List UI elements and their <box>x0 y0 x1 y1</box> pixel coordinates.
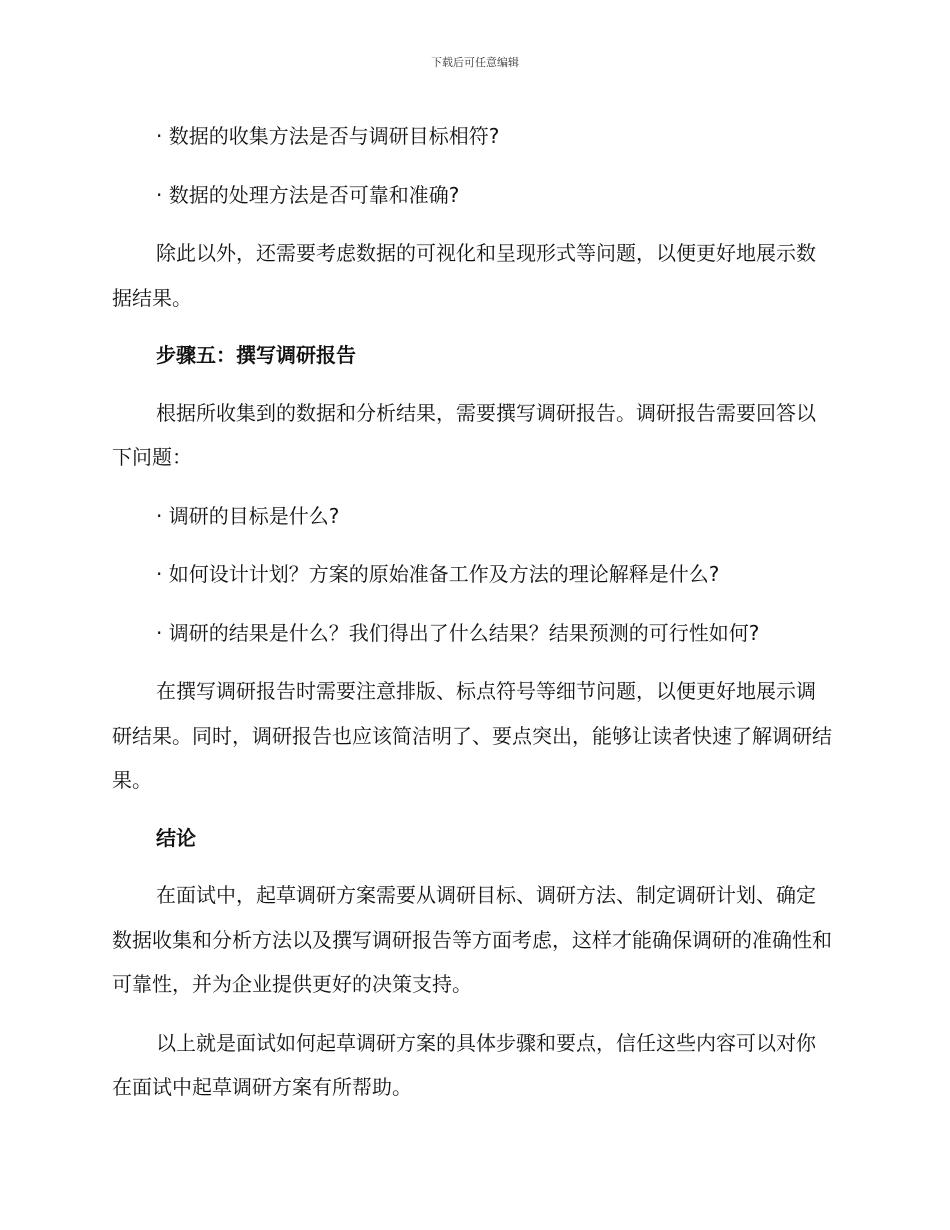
paragraph: 除此以外，还需要考虑数据的可视化和呈现形式等问题，以便更好地展示数据结果。 <box>112 241 816 310</box>
bullet-item: · 调研的目标是什么? <box>156 503 340 528</box>
bullet-item: · 调研的结果是什么？我们得出了什么结果？结果预测的可行性如何? <box>156 620 760 645</box>
section-heading: 结论 <box>156 825 196 850</box>
document-body <box>112 114 832 1110</box>
section-heading: 步骤五：撰写调研报告 <box>156 343 356 367</box>
bullet-item: · 如何设计计划？方案的原始准备工作及方法的理论解释是什么? <box>156 562 720 586</box>
paragraph: 根据所收集到的数据和分析结果，需要撰写调研报告。调研报告需要回答以下问题： <box>112 400 816 469</box>
page-header: 下载后可任意编辑 <box>431 56 519 69</box>
bullet-item: · 数据的收集方法是否与调研目标相符? <box>156 124 500 148</box>
bullet-item: · 数据的处理方法是否可靠和准确? <box>156 182 460 207</box>
paragraph: 在撰写调研报告时需要注意排版、标点符号等细节问题，以便更好地展示调研结果。同时，调研报告也应该简洁明了、要点突出，能够让读者快速了解调研结果。 <box>112 679 832 792</box>
paragraph: 在面试中，起草调研方案需要从调研目标、调研方法、制定调研计划、确定数据收集和分析方法以及撰写调研报告等方面考虑，这样才能确保调研的准确性和可靠性，并为企业提供更好的决策支持。 <box>112 883 832 996</box>
paragraph: 以上就是面试如何起草调研方案的具体步骤和要点，信任这些内容可以对你在面试中起草调研方案有所帮助。 <box>112 1030 816 1099</box>
